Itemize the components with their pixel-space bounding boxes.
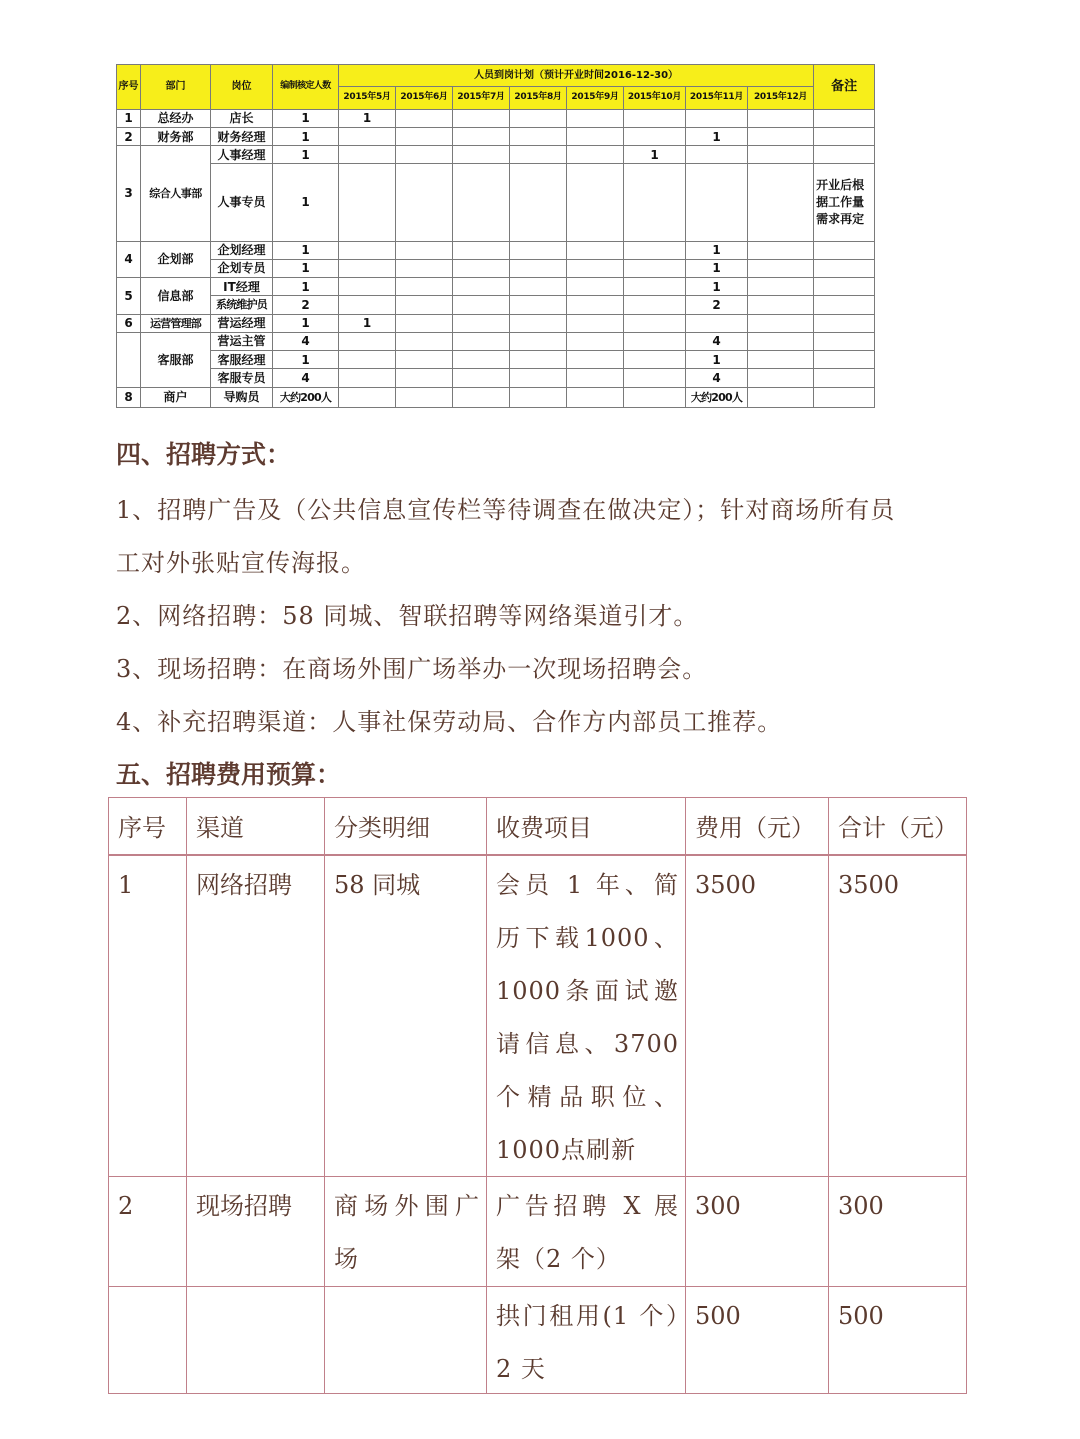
plan-month-cell bbox=[686, 314, 748, 332]
plan-month-cell bbox=[624, 369, 686, 387]
plan-quota: 4 bbox=[273, 332, 339, 350]
plan-month-cell bbox=[686, 109, 748, 127]
budget-channel: 现场招聘 bbox=[196, 1192, 292, 1220]
plan-month-cell bbox=[624, 164, 686, 241]
plan-header-quota: 编制核定人数 bbox=[273, 65, 339, 110]
month-header: 2015年11月 bbox=[686, 87, 748, 109]
plan-header-position: 岗位 bbox=[211, 65, 273, 110]
budget-header-cost: 费用（元） bbox=[686, 798, 829, 855]
budget-seq: 1 bbox=[118, 870, 134, 899]
plan-month-cell bbox=[686, 146, 748, 164]
recruit-method-1-cont: 工对外张贴宣传海报。 bbox=[116, 549, 366, 577]
plan-quota: 1 bbox=[273, 109, 339, 127]
budget-header-seq: 序号 bbox=[109, 798, 187, 855]
plan-position: 客服经理 bbox=[211, 351, 273, 369]
table-row bbox=[117, 109, 875, 127]
month-header: 2015年5月 bbox=[339, 87, 396, 109]
plan-position: 人事经理 bbox=[211, 146, 273, 164]
plan-seq: 2 bbox=[117, 127, 141, 145]
table-row bbox=[117, 259, 875, 277]
plan-position: 导购员 bbox=[211, 387, 273, 407]
plan-seq: 5 bbox=[117, 278, 141, 315]
month-header: 2015年9月 bbox=[567, 87, 624, 109]
plan-quota: 1 bbox=[273, 259, 339, 277]
plan-quota: 1 bbox=[273, 127, 339, 145]
budget-channel: 网络招聘 bbox=[196, 870, 292, 899]
plan-month-cell bbox=[624, 351, 686, 369]
plan-month-cell: 1 bbox=[339, 314, 396, 332]
plan-seq bbox=[117, 332, 141, 387]
plan-month-cell: 1 bbox=[686, 127, 748, 145]
table-row bbox=[117, 127, 875, 145]
plan-seq: 3 bbox=[117, 146, 141, 241]
month-header: 2015年10月 bbox=[624, 87, 686, 109]
month-header: 2015年12月 bbox=[748, 87, 814, 109]
plan-dept: 客服部 bbox=[141, 332, 211, 387]
plan-dept: 总经办 bbox=[141, 109, 211, 127]
plan-header-seq: 序号 bbox=[117, 65, 141, 110]
plan-month-cell bbox=[686, 164, 748, 241]
plan-month-cell: 4 bbox=[686, 332, 748, 350]
budget-item: 拱门租用(1 个）2 天 bbox=[496, 1302, 679, 1383]
plan-quota: 1 bbox=[273, 314, 339, 332]
plan-month-cell bbox=[624, 278, 686, 296]
plan-dept: 企划部 bbox=[141, 241, 211, 278]
table-row bbox=[109, 1287, 967, 1394]
plan-month-cell bbox=[339, 387, 396, 407]
plan-quota: 1 bbox=[273, 164, 339, 241]
plan-month-cell: 1 bbox=[686, 278, 748, 296]
plan-month-cell: 2 bbox=[686, 296, 748, 314]
plan-quota: 4 bbox=[273, 369, 339, 387]
table-row bbox=[117, 351, 875, 369]
budget-header-row bbox=[109, 798, 967, 855]
budget-item: 广告招聘 X 展架（2 个） bbox=[496, 1192, 679, 1273]
budget-total: 3500 bbox=[838, 870, 900, 899]
plan-dept: 商户 bbox=[141, 387, 211, 407]
budget-header-detail: 分类明细 bbox=[325, 798, 487, 855]
plan-month-cell bbox=[339, 296, 396, 314]
plan-month-cell bbox=[339, 278, 396, 296]
table-row bbox=[117, 278, 875, 296]
plan-seq: 8 bbox=[117, 387, 141, 407]
section-4-title: 四、招聘方式： bbox=[116, 440, 292, 469]
section-5-title: 五、招聘费用预算： bbox=[116, 760, 342, 789]
plan-month-cell bbox=[624, 259, 686, 277]
plan-position: 企划专员 bbox=[211, 259, 273, 277]
recruit-method-4: 4、补充招聘渠道：人事社保劳动局、合作方内部员工推荐。 bbox=[116, 708, 783, 736]
plan-position: 店长 bbox=[211, 109, 273, 127]
plan-month-cell: 4 bbox=[686, 369, 748, 387]
plan-month-cell bbox=[339, 127, 396, 145]
month-header: 2015年8月 bbox=[510, 87, 567, 109]
plan-month-cell bbox=[624, 296, 686, 314]
plan-month-cell bbox=[624, 127, 686, 145]
staffing-plan-table bbox=[116, 64, 875, 408]
plan-position: 系统维护员 bbox=[211, 296, 273, 314]
recruit-method-2: 2、网络招聘：58 同城、智联招聘等网络渠道引才。 bbox=[116, 602, 699, 630]
plan-dept: 运营管理部 bbox=[141, 314, 211, 332]
plan-dept: 财务部 bbox=[141, 127, 211, 145]
plan-month-cell bbox=[624, 314, 686, 332]
table-row bbox=[117, 296, 875, 314]
recruit-method-1: 1、招聘广告及（公共信息宣传栏等待调查在做决定）；针对商场所有员 bbox=[116, 496, 896, 524]
table-row bbox=[109, 1177, 967, 1287]
budget-seq: 2 bbox=[118, 1192, 134, 1220]
recruit-method-3: 3、现场招聘：在商场外围广场举办一次现场招聘会。 bbox=[116, 655, 708, 683]
table-row bbox=[117, 369, 875, 387]
table-row bbox=[117, 314, 875, 332]
plan-header-dept: 部门 bbox=[141, 65, 211, 110]
plan-position: 客服专员 bbox=[211, 369, 273, 387]
plan-month-cell: 1 bbox=[686, 351, 748, 369]
budget-table bbox=[108, 797, 967, 1394]
plan-month-cell: 1 bbox=[686, 259, 748, 277]
budget-cost: 500 bbox=[695, 1302, 741, 1330]
plan-position: 营运主管 bbox=[211, 332, 273, 350]
plan-seq: 4 bbox=[117, 241, 141, 278]
plan-month-cell bbox=[339, 332, 396, 350]
plan-month-cell: 1 bbox=[624, 146, 686, 164]
plan-seq: 1 bbox=[117, 109, 141, 127]
plan-position: 人事专员 bbox=[211, 164, 273, 241]
plan-month-cell bbox=[339, 369, 396, 387]
plan-header-title: 人员到岗计划（预计开业时间2016-12-30） bbox=[339, 65, 814, 87]
plan-month-cell bbox=[624, 332, 686, 350]
plan-quota: 1 bbox=[273, 241, 339, 259]
table-row bbox=[117, 164, 875, 241]
plan-month-cell: 大约200人 bbox=[686, 387, 748, 407]
plan-month-cell bbox=[339, 241, 396, 259]
plan-quota: 大约200人 bbox=[273, 387, 339, 407]
plan-month-cell bbox=[339, 164, 396, 241]
plan-note: 开业后根据工作量需求再定 bbox=[814, 164, 875, 241]
budget-header-channel: 渠道 bbox=[187, 798, 325, 855]
month-header: 2015年7月 bbox=[453, 87, 510, 109]
plan-quota: 1 bbox=[273, 278, 339, 296]
plan-month-cell bbox=[624, 387, 686, 407]
budget-header-total: 合计（元） bbox=[829, 798, 967, 855]
plan-position: 营运经理 bbox=[211, 314, 273, 332]
plan-month-cell bbox=[624, 109, 686, 127]
budget-total: 500 bbox=[838, 1302, 884, 1330]
plan-position: 企划经理 bbox=[211, 241, 273, 259]
budget-item: 会员 1 年、简历下载1000、1000条面试邀请信息、3700 个精品职位、1000点刷新 bbox=[496, 870, 679, 1164]
table-row bbox=[117, 332, 875, 350]
month-header: 2015年6月 bbox=[396, 87, 453, 109]
table-row bbox=[109, 855, 967, 1177]
budget-detail: 58 同城 bbox=[334, 870, 421, 899]
plan-month-cell: 1 bbox=[686, 241, 748, 259]
budget-total: 300 bbox=[838, 1192, 884, 1220]
table-row bbox=[117, 241, 875, 259]
plan-quota: 1 bbox=[273, 351, 339, 369]
table-row bbox=[117, 387, 875, 407]
plan-month-cell bbox=[339, 259, 396, 277]
budget-cost: 3500 bbox=[695, 870, 757, 899]
budget-cost: 300 bbox=[695, 1192, 741, 1220]
plan-dept: 综合人事部 bbox=[141, 146, 211, 241]
plan-position: 财务经理 bbox=[211, 127, 273, 145]
plan-seq: 6 bbox=[117, 314, 141, 332]
table-row bbox=[117, 146, 875, 164]
plan-month-cell bbox=[624, 241, 686, 259]
plan-quota: 2 bbox=[273, 296, 339, 314]
plan-position: IT经理 bbox=[211, 278, 273, 296]
plan-header-note: 备注 bbox=[814, 65, 875, 110]
plan-quota: 1 bbox=[273, 146, 339, 164]
plan-month-cell bbox=[339, 146, 396, 164]
plan-month-cell bbox=[339, 351, 396, 369]
budget-header-item: 收费项目 bbox=[487, 798, 686, 855]
plan-month-cell: 1 bbox=[339, 109, 396, 127]
budget-detail: 商场外围广场 bbox=[334, 1192, 480, 1273]
plan-dept: 信息部 bbox=[141, 278, 211, 315]
